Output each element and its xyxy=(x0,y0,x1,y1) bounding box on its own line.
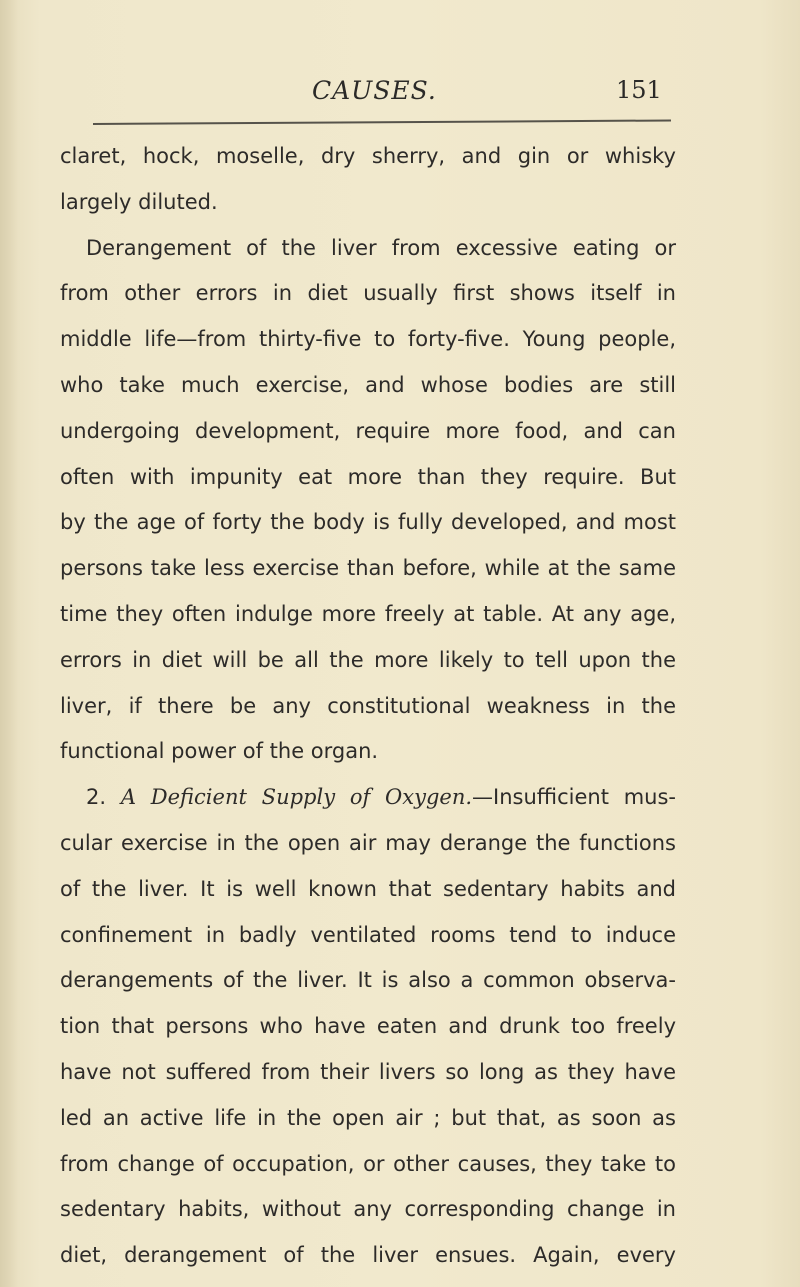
section-lead-text: —Insufficient mus- xyxy=(472,785,676,810)
text-line: often with impunity eat more than they require. But xyxy=(60,464,676,489)
text-line: led an active life in the open air ; but that, as soon as xyxy=(60,1105,676,1130)
text-line: have not suffered from their livers so long as they have xyxy=(60,1059,676,1084)
text-line: functional power of the organ. xyxy=(60,739,379,764)
text-line: cular exercise in the open air may derange the functions xyxy=(60,830,676,855)
body-text xyxy=(60,134,676,1279)
text-line: persons take less exercise than before, while at the same xyxy=(60,556,676,581)
text-line: diet, derangement of the liver ensues. Again, every xyxy=(60,1243,676,1268)
text-line: from change of occupation, or other causes, they take to xyxy=(60,1151,676,1176)
text-line: liver, if there be any constitutional weakness in the xyxy=(60,693,676,718)
text-line: largely diluted. xyxy=(60,189,218,214)
text-line: by the age of forty the body is fully developed, and most xyxy=(60,510,676,535)
header-rule xyxy=(93,119,671,125)
text-line: middle life—from thirty-five to forty-five. Young people, xyxy=(60,327,676,352)
text-line: derangements of the liver. It is also a common observa- xyxy=(60,968,676,993)
page-number: 151 xyxy=(616,76,662,104)
text-line: tion that persons who have eaten and drunk too freely xyxy=(60,1014,676,1039)
section-heading-line xyxy=(60,775,676,821)
paragraph-start-line: Derangement of the liver from excessive eating or xyxy=(86,235,676,260)
text-line: who take much exercise, and whose bodies are still xyxy=(60,372,676,397)
running-title: CAUSES. xyxy=(312,76,437,105)
text-line: claret, hock, moselle, dry sherry, and gin or whisky xyxy=(60,144,676,168)
text-line: undergoing development, require more food, and can xyxy=(60,418,676,443)
running-head xyxy=(60,76,680,112)
text-line: sedentary habits, without any corresponding change in xyxy=(60,1197,676,1222)
text-line: of the liver. It is well known that sedentary habits and xyxy=(60,876,676,901)
section-number: 2. xyxy=(86,785,107,810)
text-line: errors in diet will be all the more likely to tell upon the xyxy=(60,647,676,672)
text-line: from other errors in diet usually first shows itself in xyxy=(60,281,676,306)
page-gutter-shadow xyxy=(0,0,18,1287)
section-title: A Deficient Supply of Oxygen. xyxy=(120,785,473,810)
text-line: confinement in badly ventilated rooms tend to induce xyxy=(60,922,676,947)
text-line: time they often indulge more freely at table. At any age, xyxy=(60,601,676,626)
